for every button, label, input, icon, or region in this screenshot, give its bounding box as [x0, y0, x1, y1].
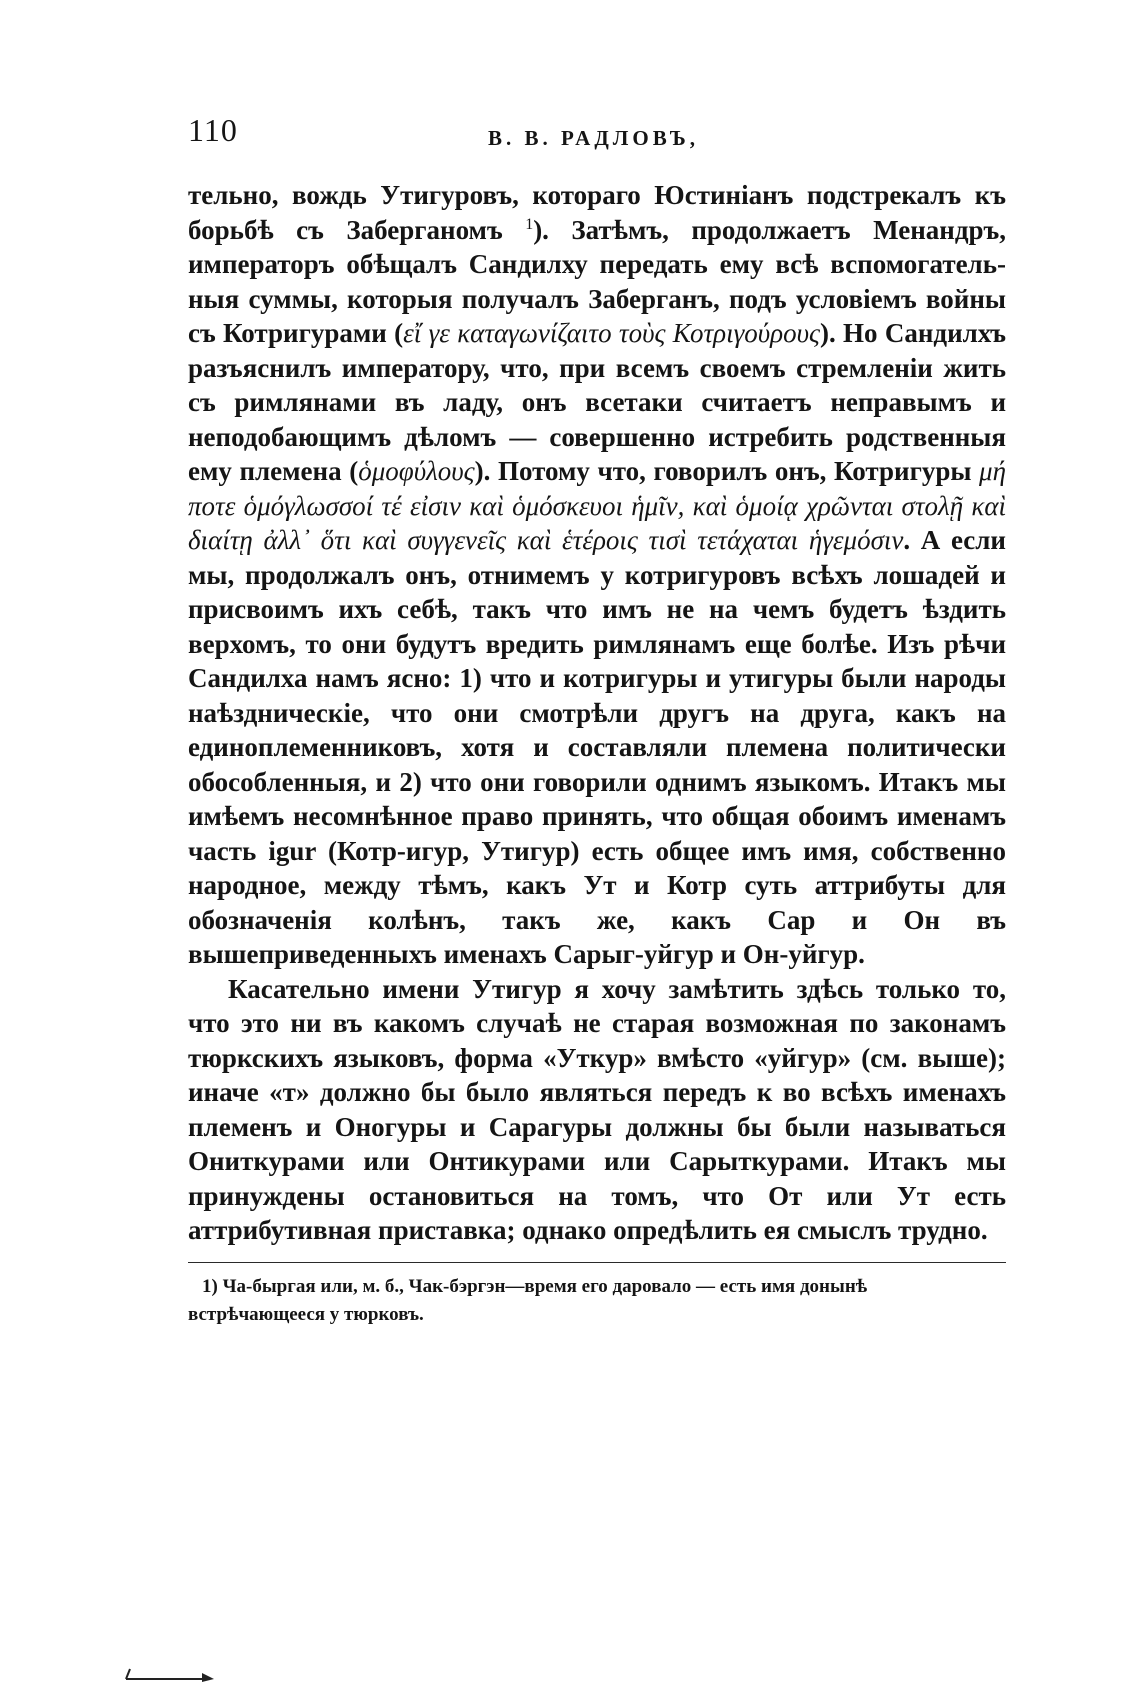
greek-quote-2: ὁμοφύλους [358, 456, 475, 486]
body-text [188, 178, 1006, 1248]
greek-quote-3: μή ποτε ὁμόγλωσσοί τέ εἰσιν καὶ ὁμόσκευοι ἡμῖν, καὶ ὁμοίᾳ χρῶνται στολῇ καὶ διαίτῃ ἀλλ᾽ ὅτι καὶ συγγενεῖς καὶ ἑτέροις τισὶ τετάχαται ἡγεμόσιν [188, 456, 1006, 555]
footnote-divider [188, 1262, 1006, 1263]
greek-quote-1: εἴ γε καταγωνίζαιτο τοὺς Κοτριγούρους [403, 318, 820, 348]
footnote-reference: 1 [525, 215, 534, 233]
paragraph-1-part-b: ). Затѣмъ, продолжаетъ Менандръ, императоръ обѣщалъ Сандилху передать ему всѣ вспомогательныя суммы, которыя получалъ Заберганъ, подъ условіемъ войны съ Котригурами ( [188, 214, 1007, 348]
paragraph-1 [188, 178, 1006, 972]
footnote-marker: 1) [202, 1275, 218, 1297]
footnote [188, 1273, 1006, 1329]
paragraph-1-part-a: тельно, вождь Утигуровъ, котораго Юстиніанъ подстрекалъ къ борьбѣ съ Заберганомъ [188, 180, 1006, 245]
page-number: 110 [188, 112, 238, 148]
paragraph-1-part-c: ). Но Сандилхъ разъяснилъ императору, что, при всемъ своемъ стремленіи жить съ римлянами въ ладу, онъ всетаки считаетъ неправымъ и неподобающимъ дѣломъ — совершенно истребить родственныя ему племена ( [188, 318, 1006, 486]
paragraph-1-part-d: ). Потому что, говорилъ онъ, Котригуры [474, 456, 980, 486]
footnote-text: Ча-быргая или, м. б., Чак-бэргэн—время его даровало — есть имя донынѣ встрѣчающееся у тюрковъ. [188, 1275, 868, 1325]
paragraph-1-part-e: . А если мы, продолжалъ онъ, отнимемъ у котригуровъ всѣхъ лошадей и присвоимъ ихъ себѣ, такъ что имъ не на чемъ будетъ ѣздить верхомъ, то они будутъ вредить римлянамъ еще болѣе. Изъ рѣчи Сандилха намъ ясно: 1) что и котригуры и утигуры были народы наѣздническіе, что они смотрѣли другъ на друга, какъ на единоплеменниковъ, хотя и составляли племена политически обособленныя, и 2) что они говорили однимъ языкомъ. Итакъ мы имѣемъ несомнѣнное право принять, что общая обоимъ именамъ часть igur (Котр-игур, Утигур) есть общее имъ имя, собственно народное, между тѣмъ, какъ Ут и Котр суть аттрибуты для обозначенія колѣнъ, такъ же, какъ Сар и Он въ вышеприведенныхъ именахъ Сарыг-уйгур и Он-уйгур. [188, 525, 1006, 969]
scan-corner-mark-icon [122, 1663, 222, 1683]
book-page [188, 112, 1006, 1329]
running-head: В. В. РАДЛОВЪ, [488, 126, 699, 150]
page-header [188, 112, 1006, 156]
paragraph-2: Касательно имени Утигур я хочу замѣтить здѣсь только то, что это ни въ какомъ случаѣ не старая возможная по законамъ тюркскихъ языковъ, форма «Уткур» вмѣсто «уйгур» (см. выше); иначе «т» должно бы было являться передъ к во всѣхъ именахъ племенъ и Оногуры и Сарагуры должны бы были называться Ониткурами или Онтикурами или Сарыткурами. Итакъ мы принуждены остановиться на томъ, что От или Ут есть аттрибутивная приставка; однако опредѣлить ея смыслъ трудно. [188, 973, 1006, 1245]
